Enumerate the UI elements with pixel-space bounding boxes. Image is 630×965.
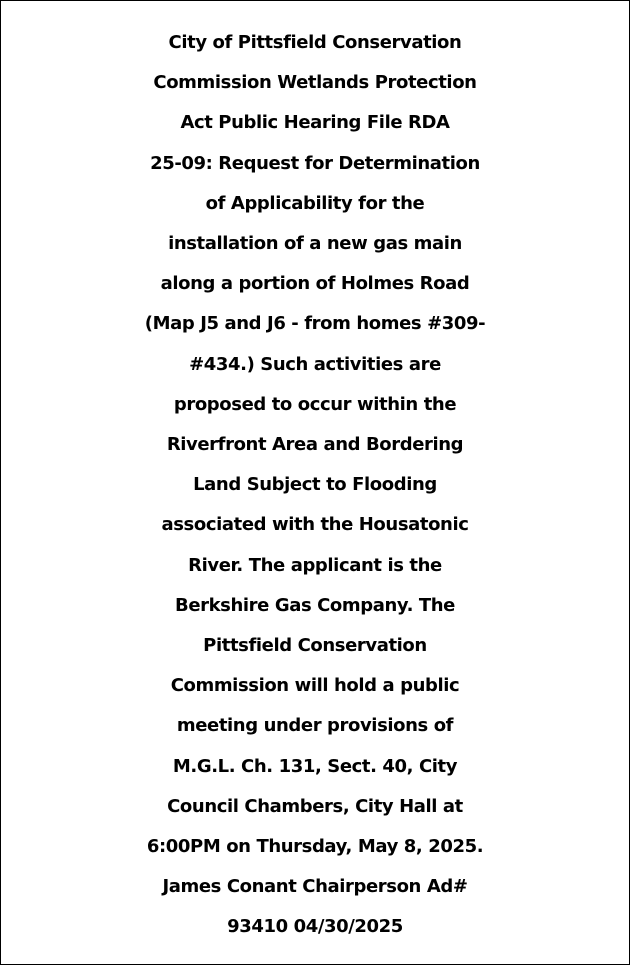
notice-line: along a portion of Holmes Road xyxy=(160,273,470,295)
notice-line: of Applicability for the xyxy=(205,192,425,214)
notice-line: River. The applicant is the xyxy=(188,554,442,576)
notice-line: 25-09: Request for Determination xyxy=(150,152,480,174)
notice-line: City of Pittsfield Conservation xyxy=(168,32,462,53)
notice-line: James Conant Chairperson Ad# xyxy=(162,876,468,898)
notice-line: (Map J5 and J6 - from homes #309- xyxy=(144,313,486,335)
notice-line: #434.) Such activities are xyxy=(189,353,441,375)
notice-line: associated with the Housatonic xyxy=(161,514,469,536)
notice-line: Council Chambers, City Hall at xyxy=(167,795,463,817)
notice-line: Land Subject to Flooding xyxy=(193,474,437,496)
notice-line: M.G.L. Ch. 131, Sect. 40, City xyxy=(172,755,458,777)
notice-line: Riverfront Area and Bordering xyxy=(166,434,464,456)
notice-line: proposed to occur within the xyxy=(173,393,457,415)
notice-line: 93410 04/30/2025 xyxy=(227,916,403,938)
notice-line: installation of a new gas main xyxy=(168,233,462,255)
notice-line: Commission will hold a public xyxy=(170,675,460,697)
notice-line: Berkshire Gas Company. The xyxy=(175,594,455,616)
notice-line: meeting under provisions of xyxy=(176,715,454,737)
notice-line: Act Public Hearing File RDA xyxy=(180,112,450,134)
notice-line: 6:00PM on Thursday, May 8, 2025. xyxy=(146,836,484,858)
notice-line: Commission Wetlands Protection xyxy=(153,72,477,94)
notice-line: Pittsfield Conservation xyxy=(203,635,427,657)
